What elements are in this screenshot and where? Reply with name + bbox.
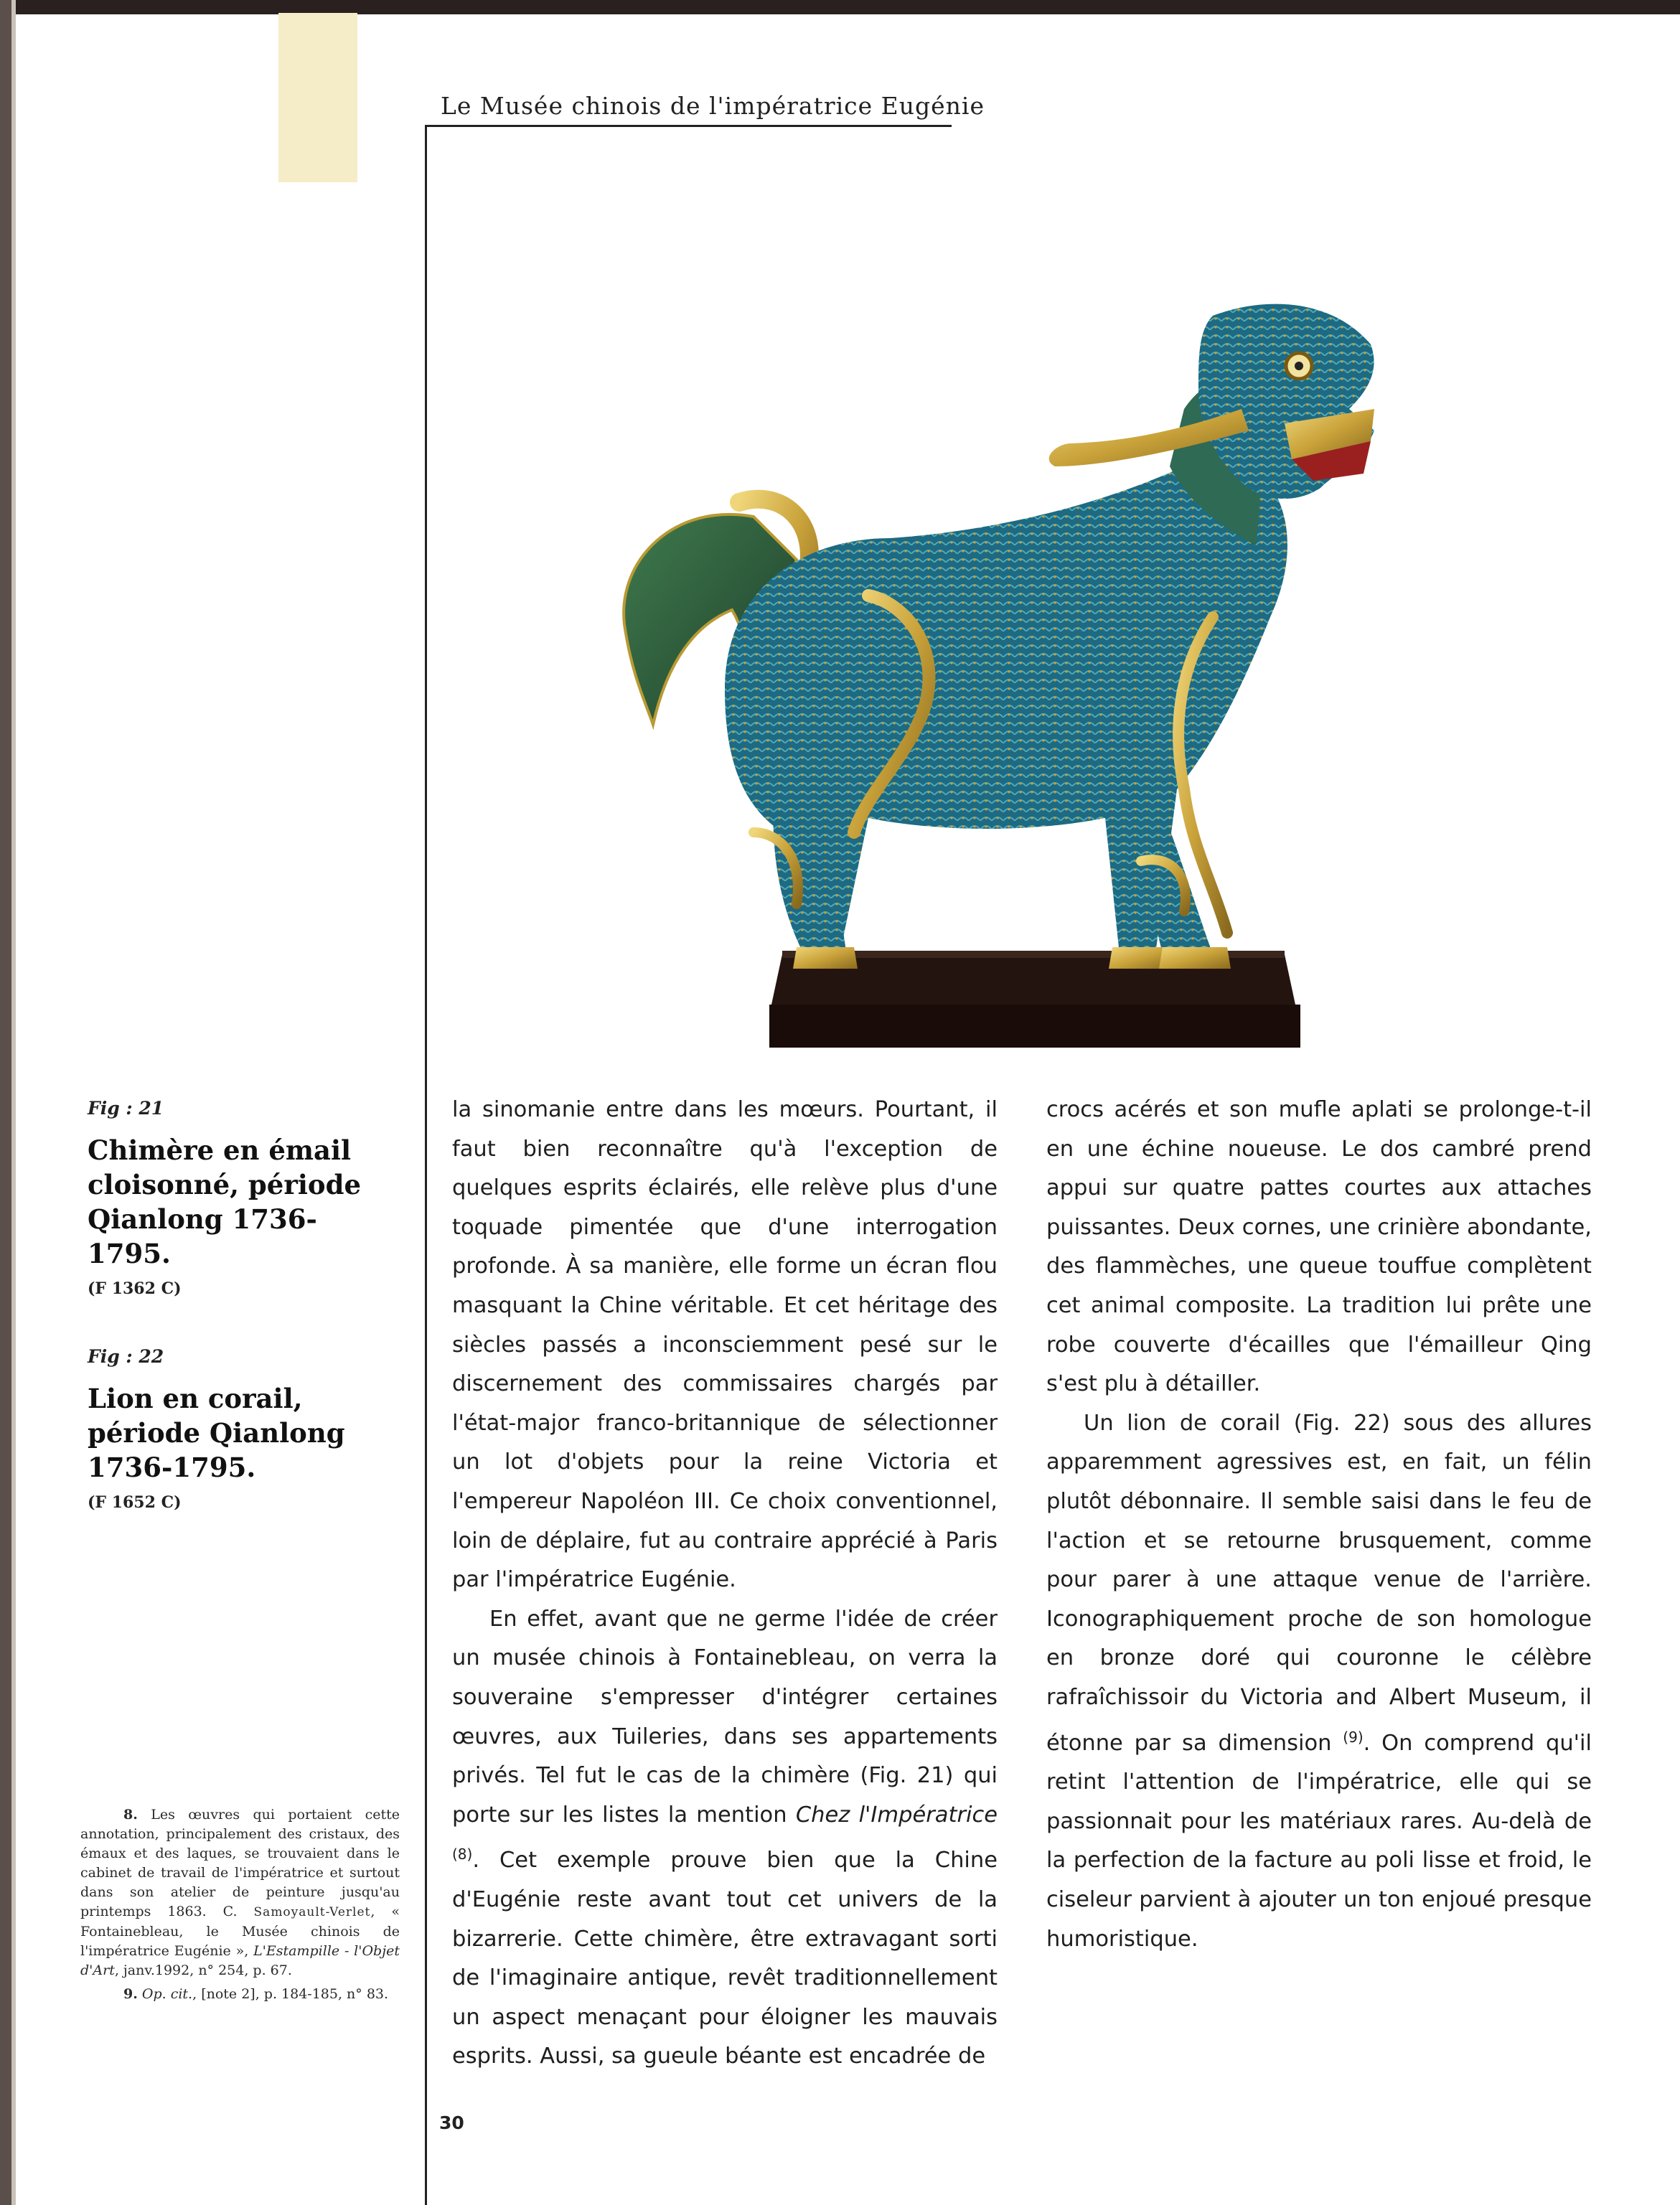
- body-paragraph: la sinomanie entre dans les mœurs. Pourtant, il faut bien reconnaître qu'à l'exception de quelques esprits éclairés, elle relève plus d'une toquade pimentée que d'une interrogation profonde. À sa manière, elle forme un écran flou masquant la Chine véritable. Et cet héritage des siècles passés a inconsciemment pesé sur le discernement des commissaires chargés par l'état-major franco-britannique de sélectionner un lot d'objets pour la reine Victoria et l'empereur Napoléon III. Ce choix conventionnel, loin de déplaire, fut au contraire apprécié à Paris par l'impératrice Eugénie.: [452, 1097, 998, 1593]
- body-column-1: [452, 1091, 998, 2077]
- body-paragraph: Un lion de corail (Fig. 22) sous des allures apparemment agressives est, en fait, un félin plutôt débonnaire. Il semble saisi dans le feu de l'action et se retourne brusquement, comme pour parer à une attaque venue de l'arrière. Iconographiquement proche de son homologue en bronze doré qui couronne le célèbre rafraîchissoir du Victoria and Albert Museum, il étonne par sa dimension $^{(9)}$. On comprend qu'il retint l'attention de l'impératrice, elle qui se passionnait pour les matériaux rares. Au-delà de la perfection de la facture au poli lisse et froid, le ciseleur parvient à ajouter un ton enjoué presque humoristique.: [1046, 1410, 1592, 1952]
- footnote-8: 8. Les œuvres qui portaient cette annotation, principalement des cristaux, des émaux et des laques, se trouvaient dans le cabinet de travail de l'impératrice et surtout dans son atelier de peinture jusqu'au printemps 1863. C. Samoyault-Verlet, « Fontainebleau, le Musée chinois de l'impératrice Eugénie », L'Estampille - l'Objet d'Art, janv.1992, n° 254, p. 67.: [80, 1807, 400, 1978]
- book-spine-shadow: [0, 0, 11, 2205]
- figure-label: Fig : 22: [88, 1346, 164, 1367]
- running-head: Le Musée chinois de l'impératrice Eugénie: [441, 92, 985, 120]
- column-divider-rule: [425, 125, 427, 2205]
- page-top-edge: [0, 0, 1680, 14]
- page-number: 30: [439, 2112, 464, 2133]
- figure-title: Lion en corail, période Qianlong 1736-1795.: [88, 1383, 345, 1483]
- figure-label: Fig : 21: [88, 1098, 164, 1119]
- figure-caption-21: [88, 1098, 389, 1298]
- footnotes: [80, 1805, 400, 2008]
- body-paragraph: En effet, avant que ne germe l'idée de créer un musée chinois à Fontainebleau, on verra la souveraine s'empresser d'intégrer certaines œuvres, aux Tuileries, dans ses appartements privés. Tel fut le cas de la chimère (Fig. 21) qui porte sur les listes la mention Chez l'Impératrice $^{(8)}$. Cet exemple prouve bien que la Chine d'Eugénie reste avant tout cet univers de la bizarrerie. Cette chimère, être extravagant sorti de l'imaginaire antique, revêt traditionnellement un aspect menaçant pour éloigner les mauvais esprits. Aussi, sa gueule béante est encadrée de: [452, 1606, 998, 2069]
- body-column-2: [1046, 1091, 1592, 1959]
- body-paragraph-continued: crocs acérés et son mufle aplati se prolonge-t-il en une échine noueuse. Le dos cambré prend appui sur quatre pattes courtes aux attaches puissantes. Deux cornes, une crinière abondante, des flammèches, une queue touffue complètent cet animal composite. La tradition lui prête une robe couverte d'écailles que l'émailleur Qing s'est plu à détailler.: [1046, 1097, 1592, 1397]
- inventory-reference: (F 1652 C): [88, 1493, 182, 1512]
- figure-caption-22: [88, 1346, 389, 1512]
- header-rule: [426, 125, 952, 127]
- inventory-reference: (F 1362 C): [88, 1279, 182, 1298]
- chimera-photo: [567, 287, 1378, 1062]
- footnote-9: 9. Op. cit., [note 2], p. 184-185, n° 83.: [123, 1986, 389, 2002]
- figure-title: Chimère en émail cloisonné, période Qianlong 1736-1795.: [88, 1134, 361, 1269]
- yellow-tab-marker: [278, 13, 357, 182]
- page-left-edge: [11, 0, 16, 2205]
